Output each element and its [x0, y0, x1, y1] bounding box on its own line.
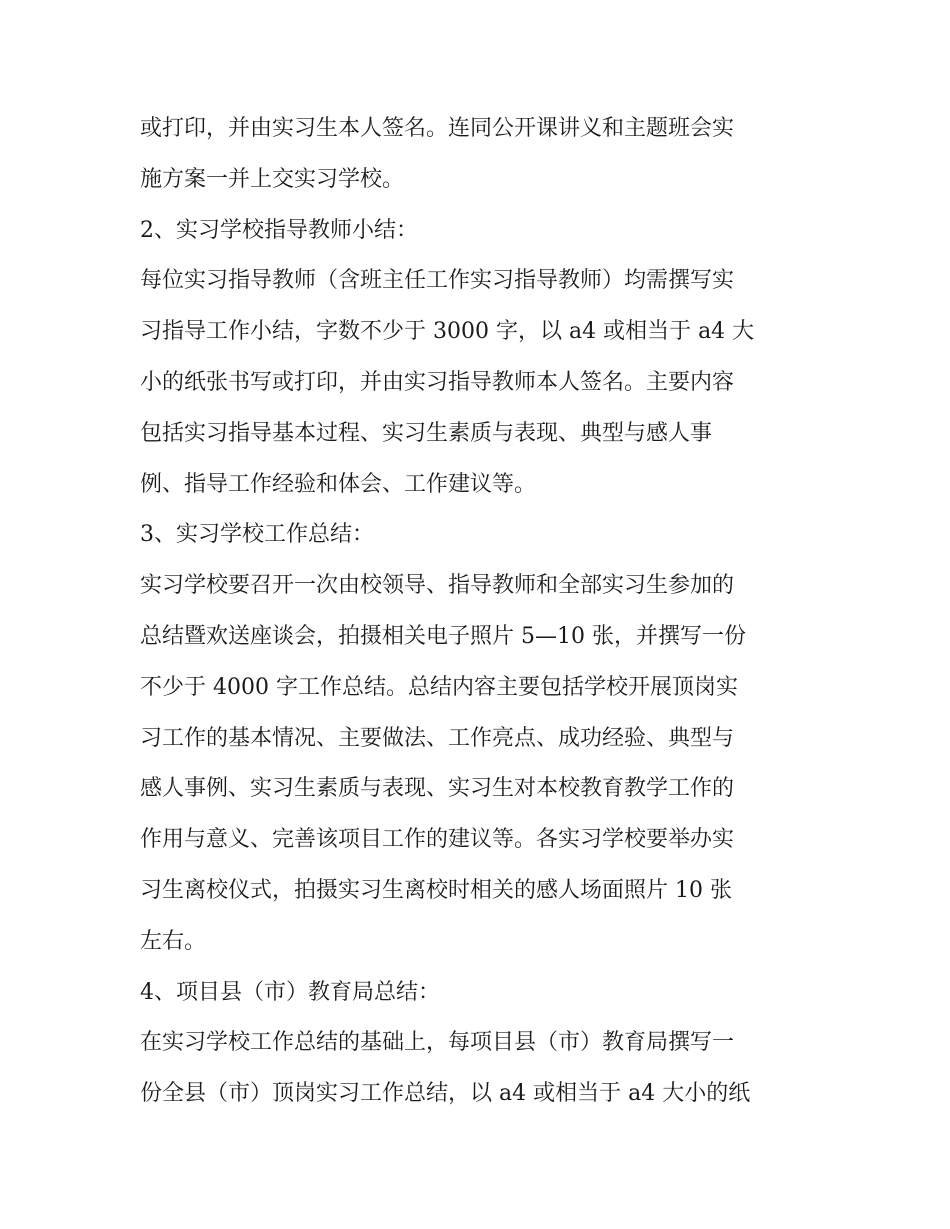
- document-body: [140, 104, 812, 1120]
- text-line-6: 小的纸张书写或打印，并由实习指导教师本人签名。主要内容: [140, 369, 735, 395]
- text-line-1: 或打印，并由实习生本人签名。连同公开课讲义和主题班会实: [140, 116, 735, 141]
- text-line-5: 习指导工作小结，字数不少于 3000 字，以 a4 或相当于 a4 大: [140, 319, 755, 345]
- section-heading-2: 2、实习学校指导教师小结：: [140, 217, 418, 243]
- text-line-2: 施方案一并上交实习学校。: [140, 166, 405, 192]
- text-line-11: 总结暨欢送座谈会，拍摄相关电子照片 5—10 张，并撰写一份: [140, 623, 746, 649]
- text-line-15: 作用与意义、完善该项目工作的建议等。各实习学校要举办实: [140, 827, 735, 853]
- text-line-10: 实习学校要召开一次由校领导、指导教师和全部实习生参加的: [140, 573, 735, 599]
- text-line-12: 不少于 4000 字工作总结。总结内容主要包括学校开展顶岗实: [140, 674, 738, 700]
- text-line-17: 左右。: [140, 928, 207, 954]
- text-line-4: 每位实习指导教师（含班主任工作实习指导教师）均需撰写实: [140, 268, 735, 294]
- text-line-14: 感人事例、实习生素质与表现、实习生对本校教育教学工作的: [140, 776, 735, 802]
- text-line-8: 例、指导工作经验和体会、工作建议等。: [140, 471, 537, 497]
- text-line-7: 包括实习指导基本过程、实习生素质与表现、典型与感人事: [140, 420, 713, 446]
- text-line-13: 习工作的基本情况、主要做法、工作亮点、成功经验、典型与: [140, 725, 735, 751]
- text-line-19: 在实习学校工作总结的基础上，每项目县（市）教育局撰写一: [140, 1030, 735, 1056]
- section-heading-4: 4、项目县（市）教育局总结：: [140, 979, 440, 1005]
- text-line-20: 份全县（市）顶岗实习工作总结，以 a4 或相当于 a4 大小的纸: [140, 1081, 751, 1107]
- section-heading-3: 3、实习学校工作总结：: [140, 522, 374, 548]
- text-line-16: 习生离校仪式，拍摄实习生离校时相关的感人场面照片 10 张: [140, 877, 732, 903]
